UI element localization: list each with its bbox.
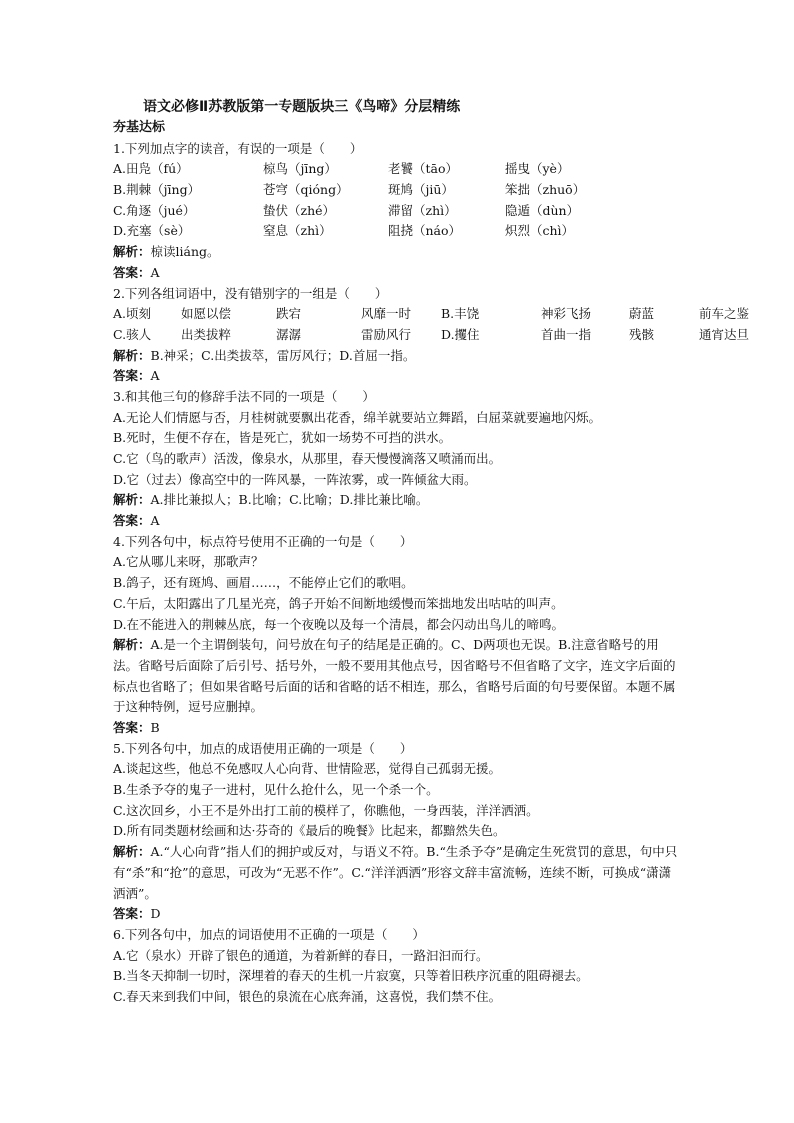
q2-word: 潺潺	[276, 326, 302, 342]
q1-option-row-b	[113, 180, 683, 201]
answer-label: 答案：	[113, 513, 151, 529]
q3-option-a: A.无论人们情愿与否，月桂树就要飘出花香，绵羊就要站立舞蹈，白屈菜就要遍地闪烁。	[113, 409, 602, 425]
q1-cell: A.田凫（fú）	[113, 161, 189, 177]
analysis-text: A.排比兼拟人；B.比喻；C.比喻；D.排比兼比喻。	[150, 492, 429, 508]
q1-cell: 炽烈（chì）	[505, 223, 575, 239]
q2-word: 通宵达旦	[699, 326, 750, 342]
answer-label: 答案：	[113, 264, 151, 280]
q2-word: 雷励风行	[361, 326, 412, 342]
q2-analysis	[113, 346, 683, 367]
q1-option-row-a	[113, 159, 683, 180]
q5-analysis	[113, 842, 683, 904]
q2-word: 前车之鉴	[699, 306, 750, 322]
q6-option-b: B.当冬天抑制一切时，深埋着的春天的生机一片寂寞，只等着旧秩序沉重的阻碍褪去。	[113, 968, 589, 984]
answer-label: 答案：	[113, 720, 151, 735]
q5-answer	[113, 904, 683, 925]
q3-option-d: D.它（过去）像高空中的一阵风暴，一阵浓雾，或一阵倾盆大雨。	[113, 471, 477, 487]
q2-stem: 2.下列各组词语中，没有错别字的一组是（ ）	[113, 285, 388, 301]
answer-value: D	[150, 906, 161, 922]
q1-cell: 斑鸠（jiū）	[388, 182, 454, 198]
q1-cell: 隐遁（dùn）	[505, 202, 580, 218]
q3-option-c: C.它（鸟的歌声）活泼，像泉水，从那里，春天慢慢滴落又喷涌而出。	[113, 451, 502, 466]
q2-word: 如愿以偿	[181, 306, 232, 322]
q1-option-row-d	[113, 221, 683, 242]
q1-cell: 苍穹（qióng）	[263, 182, 349, 198]
q2-option-row-1	[113, 304, 750, 325]
analysis-label: 解析：	[113, 492, 151, 508]
q2-word: A.顷刻	[113, 306, 152, 322]
answer-value: A	[150, 513, 160, 529]
answer-label: 答案：	[113, 368, 151, 384]
answer-value: B	[150, 720, 160, 735]
q4-stem: 4.下列各句中，标点符号使用不正确的一句是（ ）	[113, 533, 413, 549]
q2-word: D.攫住	[441, 326, 480, 342]
q1-stem: 1.下列加点字的读音，有误的一项是（ ）	[113, 140, 363, 156]
analysis-label: 解析：	[113, 347, 151, 363]
analysis-text: B.神采；C.出类拔萃，雷厉风行；D.首屈一指。	[150, 347, 416, 363]
answer-label: 答案：	[113, 906, 151, 922]
q2-word: C.骇人	[113, 326, 152, 342]
section-heading: 夯基达标	[113, 120, 166, 135]
q4-analysis	[113, 635, 683, 718]
q1-cell: 笨拙（zhuō）	[505, 182, 586, 198]
q5-option-b: B.生杀予夺的鬼子一进村，见什么抢什么，见一个杀一个。	[113, 782, 439, 798]
answer-value: A	[150, 368, 160, 384]
document-title: 语文必修Ⅱ苏教版第一专题版块三《鸟啼》分层精练	[143, 99, 461, 115]
q2-word: B.丰饶	[441, 306, 480, 322]
q3-answer	[113, 511, 683, 532]
q5-option-a: A.谈起这些，他总不免感叹人心向背、世情险恶，觉得自己孤弱无援。	[113, 761, 502, 777]
q4-option-b: B.鸽子，还有斑鸠、画眉……，不能停止它们的歌唱。	[113, 575, 414, 591]
q2-answer	[113, 366, 683, 387]
q1-cell: 窒息（zhì）	[263, 223, 332, 239]
q2-word: 神彩飞扬	[541, 306, 592, 322]
q1-cell: B.荆棘（jīng）	[113, 182, 201, 198]
q2-word: 跌宕	[276, 306, 302, 322]
q3-stem: 3.和其他三句的修辞手法不同的一项是（ ）	[113, 388, 375, 404]
q1-cell: 摇曳（yè）	[505, 161, 570, 177]
analysis-label: 解析：	[113, 844, 151, 860]
q4-option-a: A.它从哪儿来呀，那歌声？	[113, 554, 264, 570]
q2-word: 出类拔粹	[181, 326, 232, 342]
q1-cell: D.充塞（sè）	[113, 223, 191, 239]
q5-option-d: D.所有同类题材绘画和达·芬奇的《最后的晚餐》比起来，都黯然失色。	[113, 823, 506, 839]
analysis-text: A.是一个主谓倒装句，问号放在句子的结尾是正确的。C、D两项也无误。B.注意省略号的用法。省略号后面除了后引号、括号外，一般不要用其他点号，因省略号不但省略了文字，连文字后面的标点也省略了；但如果省略号后面的话和省略的话不相连，那么，省略号后面的句号要保留。本题不属于这种特例，逗号应删掉。	[113, 637, 676, 715]
q4-option-c: C.午后，太阳露出了几星光亮，鸽子开始不间断地缓慢而笨拙地发出咕咕的叫声。	[113, 595, 564, 611]
q1-cell: 蛰伏（zhé）	[263, 202, 336, 218]
q6-stem: 6.下列各句中，加点的词语使用不正确的一项是（ ）	[113, 926, 425, 942]
q6-option-a: A.它（泉水）开辟了银色的通道，为着新鲜的春日，一路汩汩而行。	[113, 947, 489, 963]
document-page	[113, 96, 750, 1008]
analysis-text: A.“人心向背”指人们的拥护或反对，与语义不符。B.“生杀予夺”是确定生死赏罚的意思，句中只有“杀”和“抢”的意思，可改为“无恶不作”。C.“洋洋洒洒”形容文辞丰富流畅，连续不断，可换成“潇潇洒洒”。	[113, 844, 678, 901]
q4-answer	[113, 718, 683, 739]
q1-cell: 椋鸟（jīng）	[263, 161, 337, 177]
q3-analysis	[113, 490, 683, 511]
q1-analysis	[113, 242, 683, 263]
q4-option-d: D.在不能进入的荆棘丛底，每一个夜晚以及每一个清晨，都会闪动出鸟儿的啼鸣。	[113, 616, 565, 632]
q2-word: 残骸	[629, 326, 655, 342]
q5-option-c: C.这次回乡，小王不是外出打工前的模样了，你瞧他，一身西装，洋洋洒洒。	[113, 802, 539, 818]
q2-option-row-2	[113, 325, 750, 346]
answer-value: A	[150, 264, 160, 280]
q1-cell: C.角逐（jué）	[113, 202, 196, 218]
q2-word: 首曲一指	[541, 326, 592, 342]
q3-option-b: B.死时，生便不存在，皆是死亡，犹如一场势不可挡的洪水。	[113, 430, 452, 446]
q1-cell: 老饕（tāo）	[388, 161, 459, 177]
analysis-label: 解析：	[113, 244, 151, 260]
q1-option-row-c	[113, 201, 683, 222]
q2-word: 蔚蓝	[629, 306, 655, 322]
q1-cell: 阻挠（náo）	[388, 223, 462, 239]
q2-word: 风靡一时	[361, 306, 412, 322]
q5-stem: 5.下列各句中，加点的成语使用正确的一项是（ ）	[113, 740, 413, 756]
q1-cell: 滞留（zhì）	[388, 202, 457, 218]
q1-answer	[113, 263, 683, 284]
q6-option-c: C.春天来到我们中间，银色的泉流在心底奔涌，这喜悦，我们禁不住。	[113, 988, 502, 1004]
analysis-text: 椋读liáng。	[150, 244, 220, 260]
analysis-label: 解析：	[113, 637, 151, 653]
